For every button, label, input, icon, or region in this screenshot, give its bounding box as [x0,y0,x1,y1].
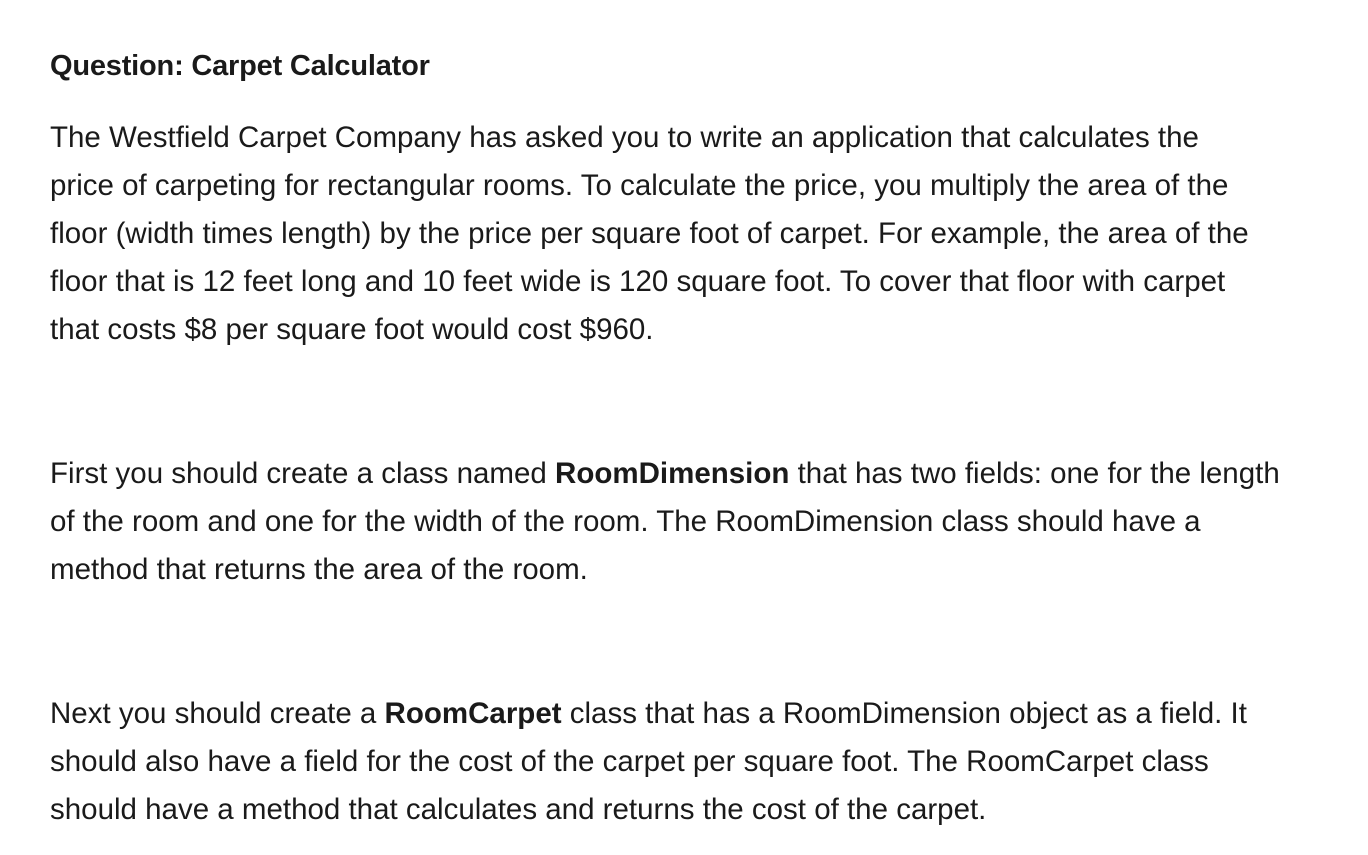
text-segment: Next you should create a [50,697,385,730]
room-carpet-class-name: RoomCarpet [384,697,562,730]
room-carpet-line: should also have a field for the cost of the carpet per square foot. The RoomCarpet class [50,745,1209,778]
room-dimension-class-name: RoomDimension [555,457,790,490]
room-carpet-line [50,690,1362,738]
room-dimension-line: method that returns the area of the room. [50,553,588,586]
intro-line: floor (width times length) by the price per square foot of carpet. For example, the area of the [50,217,1249,250]
room-dimension-paragraph [50,450,1362,594]
room-dimension-line [50,450,1362,498]
text-segment: class that has a RoomDimension object as a field. It [561,697,1247,730]
intro-line: floor that is 12 feet long and 10 feet wide is 120 square foot. To cover that floor with carpet [50,265,1226,298]
question-title: Question: Carpet Calculator [50,50,430,82]
intro-line: The Westfield Carpet Company has asked you to write an application that calculates the [50,121,1199,154]
intro-line: price of carpeting for rectangular rooms. To calculate the price, you multiply the area of the [50,169,1229,202]
room-carpet-line: should have a method that calculates and returns the cost of the carpet. [50,793,987,826]
text-segment: First you should create a class named [50,457,556,490]
room-carpet-paragraph [50,690,1362,834]
intro-paragraph [50,114,1362,354]
text-segment: that has two fields: one for the length [789,457,1280,490]
intro-line: that costs $8 per square foot would cost $960. [50,313,654,346]
room-dimension-line: of the room and one for the width of the room. The RoomDimension class should have a [50,505,1201,538]
